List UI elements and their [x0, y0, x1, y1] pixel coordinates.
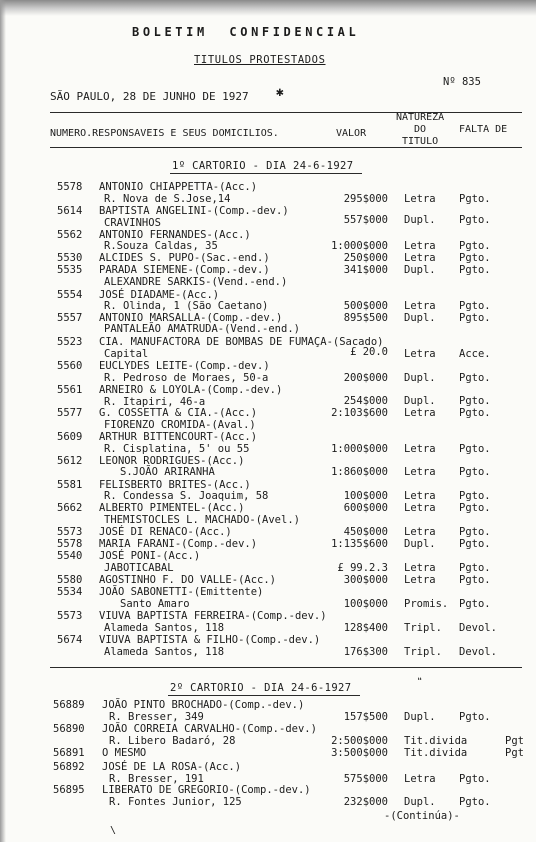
- entry-name: LIBERATO DE GREGORIO-(Comp.-dev.): [102, 784, 311, 796]
- bulletin-number: Nº 835: [443, 76, 481, 88]
- entry-reason: Pgto.: [459, 574, 491, 586]
- entry-code: 5534: [57, 586, 83, 598]
- entry-name: AGOSTINHO F. DO VALLE-(Acc.): [99, 574, 277, 586]
- entry-value: 500$000: [343, 300, 388, 312]
- entry-reason: Pgto.: [459, 264, 491, 276]
- entry-code: 5573: [57, 526, 83, 538]
- entry-nature: Letra: [404, 252, 436, 264]
- entry-nature: Letra: [404, 562, 436, 574]
- header-rule-top: [50, 112, 522, 113]
- entry-nature: Dupl.: [404, 372, 436, 384]
- entry-address: R. Itapiri, 46-a: [104, 396, 206, 408]
- entry-code: 5578: [57, 181, 83, 193]
- column-header-falta: FALTA DE: [459, 124, 508, 135]
- entry-address: Santo Amaro: [120, 598, 190, 610]
- entry-code: 5523: [57, 336, 83, 348]
- entry-reason: Acce.: [459, 348, 491, 360]
- entry-name: VIUVA BAPTISTA & FILHO-(Comp.-dev.): [99, 634, 321, 646]
- section-divider-rule: [50, 667, 522, 668]
- entry-name: JOÃO PINTO BROCHADO-(Comp.-dev.): [102, 699, 305, 711]
- entry-address: ALEXANDRE SARKIS-(Vend.-end.): [104, 276, 288, 288]
- column-header-natureza-1: NATUREZA: [396, 112, 445, 123]
- entry-reason: Devol.: [459, 646, 497, 658]
- entry-nature: Dupl.: [404, 538, 436, 550]
- entry-name: JOSÉ DIADAME-(Acc.): [99, 289, 220, 301]
- entry-nature: Letra: [404, 240, 436, 252]
- entry-value: 250$000: [343, 252, 388, 264]
- entry-value: 128$400: [343, 622, 388, 634]
- entry-code: 5561: [57, 384, 83, 396]
- entry-code: 5612: [57, 455, 83, 467]
- header-rule-bottom: [50, 147, 522, 148]
- entry-nature: Letra: [404, 348, 436, 360]
- entry-code: 56895: [53, 784, 85, 796]
- entry-name: ARNEIRO & LOYOLA-(Comp.-dev.): [99, 384, 283, 396]
- entry-nature: Dupl.: [404, 796, 436, 808]
- entry-value: 3:500$000: [331, 747, 388, 759]
- entry-address: S.JOÃO ARIRANHA: [120, 466, 215, 478]
- entry-address: R. Condessa S. Joaquim, 58: [104, 490, 269, 502]
- entry-value: 895$500: [343, 312, 388, 324]
- entry-value: 176$300: [343, 646, 388, 658]
- entry-address: R. Fontes Junior, 125: [109, 796, 242, 808]
- entry-value: 557$000: [343, 214, 388, 226]
- entry-nature: Letra: [404, 466, 436, 478]
- entry-reason: Devol.: [459, 622, 497, 634]
- entry-name: ARTHUR BITTENCOURT-(Acc.): [99, 431, 258, 443]
- continua-note: -(Continúa)-: [384, 810, 460, 822]
- entry-nature: Tit.divida: [404, 735, 468, 747]
- entry-value: 157$500: [343, 711, 388, 723]
- section-heading: 2º CARTORIO - DIA 24-6-1927: [170, 682, 352, 694]
- entry-reason: Pgto.: [459, 407, 491, 419]
- entry-value: 254$000: [343, 395, 388, 407]
- entry-address: Alameda Santos, 118: [104, 646, 225, 658]
- section-heading: 1º CARTORIO - DIA 24-6-1927: [172, 160, 354, 172]
- entry-nature: Letra: [404, 773, 436, 785]
- entry-reason: Pgt: [505, 735, 524, 747]
- entry-value: 300$000: [343, 574, 388, 586]
- entry-nature: Letra: [404, 574, 436, 586]
- entry-name: ALCIDES S. PUPO-(Sac.-end.): [99, 252, 270, 264]
- entry-name: ANTONIO FERNANDES-(Acc.): [99, 229, 251, 241]
- scan-edge-left: [0, 0, 6, 842]
- entry-value: 1:000$000: [331, 240, 388, 252]
- section-heading-underline: [168, 695, 360, 696]
- entry-nature: Dupl.: [404, 264, 436, 276]
- entry-name: ANTONIO CHIAPPETTA-(Acc.): [99, 181, 258, 193]
- entry-code: 5577: [57, 407, 83, 419]
- entry-code: 5581: [57, 479, 83, 491]
- entry-reason: Pgto.: [459, 773, 491, 785]
- entry-value: 341$000: [343, 264, 388, 276]
- entry-nature: Letra: [404, 407, 436, 419]
- document-subtitle: TITULOS PROTESTADOS: [194, 54, 326, 66]
- entry-nature: Dupl.: [404, 214, 436, 226]
- entry-name: ALBERTO PIMENTEL-(Acc.): [99, 502, 245, 514]
- entry-reason: Pgto.: [459, 193, 491, 205]
- entry-name: JOSÉ PONI-(Acc.): [99, 550, 201, 562]
- entry-address: Alameda Santos, 118: [104, 622, 225, 634]
- entry-reason: Pgt: [505, 747, 524, 759]
- entry-reason: Pgto.: [459, 300, 491, 312]
- entry-code: 5662: [57, 502, 83, 514]
- entry-address: PANTALEÃO AMATRUDA-(Vend.-end.): [104, 323, 300, 335]
- entry-nature: Letra: [404, 502, 436, 514]
- entry-value: 575$000: [343, 773, 388, 785]
- entry-code: 5560: [57, 360, 83, 372]
- entry-reason: Pgto.: [459, 372, 491, 384]
- entry-nature: Letra: [404, 490, 436, 502]
- entry-nature: Promis.: [404, 598, 449, 610]
- entry-address: R. Cisplatina, 5' ou 55: [104, 443, 250, 455]
- entry-value: 295$000: [343, 193, 388, 205]
- entry-reason: Pgto.: [459, 598, 491, 610]
- entry-address: R. Bresser, 349: [109, 711, 204, 723]
- entry-name: LEONOR RODRIGUES-(Acc.): [99, 455, 245, 467]
- entry-name: VIUVA BAPTISTA FERREIRA-(Comp.-dev.): [99, 610, 327, 622]
- entry-name: BAPTISTA ANGELINI-(Comp.-dev.): [99, 205, 289, 217]
- entry-code: 56889: [53, 699, 85, 711]
- entry-code: 5578: [57, 538, 83, 550]
- entry-code: 5614: [57, 205, 83, 217]
- entry-reason: Pgto.: [459, 538, 491, 550]
- entry-address: JABOTICABAL: [104, 562, 174, 574]
- entry-name: JOÃO CORREIA CARVALHO-(Comp.-dev.): [102, 723, 317, 735]
- ink-mark: ❝: [417, 677, 423, 687]
- entry-name: MARIA FARANI-(Comp.-dev.): [99, 538, 258, 550]
- entry-code: 56892: [53, 761, 85, 773]
- entry-name: JOSÉ DE LA ROSA-(Acc.): [102, 761, 242, 773]
- document-title: BOLETIM CONFIDENCIAL: [132, 25, 360, 39]
- entry-address: THEMISTOCLES L. MACHADO-(Avel.): [104, 514, 300, 526]
- entry-value: 1:000$000: [331, 443, 388, 455]
- entry-nature: Letra: [404, 300, 436, 312]
- entry-value: 600$000: [343, 502, 388, 514]
- entry-reason: Pgto.: [459, 252, 491, 264]
- entry-value: £ 20.0: [350, 346, 388, 358]
- entry-reason: Pgto.: [459, 240, 491, 252]
- entry-name: JOÃO SABONETTI-(Emittente): [99, 586, 264, 598]
- entry-address: R. Libero Badaró, 28: [109, 735, 236, 747]
- entry-name: G. COSSETTA & CIA.-(Acc.): [99, 407, 258, 419]
- entry-nature: Tripl.: [404, 622, 442, 634]
- entry-code: 56891: [53, 747, 85, 759]
- entry-name: O MESMO: [102, 747, 147, 759]
- entry-reason: Pgto.: [459, 526, 491, 538]
- entry-value: 232$000: [343, 796, 388, 808]
- entry-name: FELISBERTO BRITES-(Acc.): [99, 479, 251, 491]
- entry-code: 5540: [57, 550, 83, 562]
- entry-name: PARADA SIEMENE-(Comp.-dev.): [99, 264, 270, 276]
- entry-address: R. Pedroso de Moraes, 50-a: [104, 372, 269, 384]
- entry-reason: Pgto.: [459, 214, 491, 226]
- entry-reason: Pgto.: [459, 443, 491, 455]
- entry-name: EUCLYDES LEITE-(Comp.-dev.): [99, 360, 270, 372]
- entry-address: R.Souza Caldas, 35: [104, 240, 218, 252]
- date-line: SÃO PAULO, 28 DE JUNHO DE 1927: [50, 90, 249, 103]
- entry-code: 5557: [57, 312, 83, 324]
- entry-name: ANTONIO MARSALLA-(Comp.-dev.): [99, 312, 283, 324]
- entry-value: 1:135$600: [331, 538, 388, 550]
- scan-edge-top: [0, 0, 536, 16]
- entry-code: 5573: [57, 610, 83, 622]
- entry-reason: Pgto.: [459, 796, 491, 808]
- entry-value: 450$000: [343, 526, 388, 538]
- entry-name: CIA. MANUFACTORA DE BOMBAS DE FUMAÇA-(Sacado): [99, 336, 384, 348]
- entry-nature: Dupl.: [404, 395, 436, 407]
- entry-nature: Tit.divida: [404, 747, 468, 759]
- entry-nature: Dupl.: [404, 312, 436, 324]
- entry-value: £ 99.2.3: [337, 562, 388, 574]
- entry-code: 56890: [53, 723, 85, 735]
- entry-value: 100$000: [343, 598, 388, 610]
- entry-reason: Pgto.: [459, 395, 491, 407]
- entry-nature: Tripl.: [404, 646, 442, 658]
- column-header-responsaveis: NUMERO.RESPONSAVEIS E SEUS DOMICILIOS.: [50, 128, 279, 139]
- column-header-natureza-3: TITULO: [402, 136, 439, 147]
- entry-code: 5609: [57, 431, 83, 443]
- entry-address: Capital: [104, 348, 149, 360]
- entry-value: 2:103$600: [331, 407, 388, 419]
- entry-value: 1:860$000: [331, 466, 388, 478]
- entry-nature: Letra: [404, 193, 436, 205]
- entry-reason: Pgto.: [459, 562, 491, 574]
- entry-reason: Pgto.: [459, 466, 491, 478]
- entry-reason: Pgto.: [459, 502, 491, 514]
- entry-code: 5674: [57, 634, 83, 646]
- entry-reason: Pgto.: [459, 711, 491, 723]
- entry-reason: Pgto.: [459, 490, 491, 502]
- entry-reason: Pgto.: [459, 312, 491, 324]
- entry-code: 5535: [57, 264, 83, 276]
- entry-value: 200$000: [343, 372, 388, 384]
- column-header-valor: VALOR: [336, 128, 367, 139]
- ink-mark: ✱: [276, 85, 284, 100]
- entry-address: FIORENZO CROMIDA-(Aval.): [104, 419, 256, 431]
- entry-address: CRAVINHOS: [104, 217, 161, 229]
- entry-code: 5554: [57, 289, 83, 301]
- entry-address: R. Bresser, 191: [109, 773, 204, 785]
- entry-code: 5580: [57, 574, 83, 586]
- entry-code: 5530: [57, 252, 83, 264]
- entry-value: 100$000: [343, 490, 388, 502]
- entry-nature: Letra: [404, 443, 436, 455]
- entry-value: 2:500$000: [331, 735, 388, 747]
- entry-nature: Letra: [404, 526, 436, 538]
- entry-nature: Dupl.: [404, 711, 436, 723]
- entry-address: R. Olinda, 1 (São Caetano): [104, 300, 269, 312]
- entry-code: 5562: [57, 229, 83, 241]
- column-header-natureza-2: DO: [414, 124, 427, 135]
- entry-address: R. Nova de S.Jose,14: [104, 193, 231, 205]
- section-heading-underline: [170, 173, 362, 174]
- ink-mark: \: [110, 825, 117, 836]
- entry-name: JOSÉ DI RENACO-(Acc.): [99, 526, 232, 538]
